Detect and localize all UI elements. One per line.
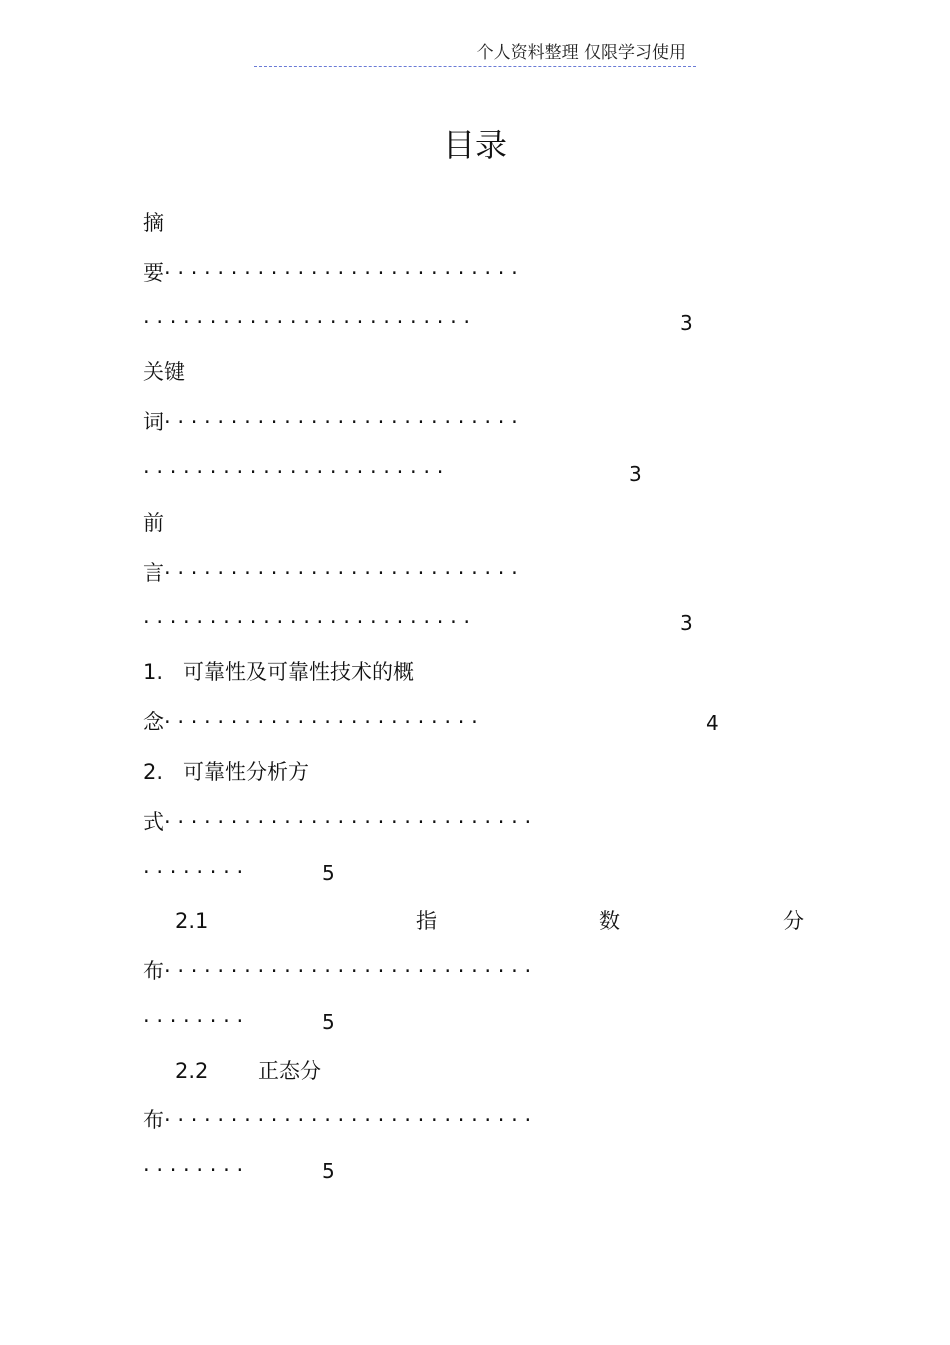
toc-section21-number: 2.1 [175,909,209,933]
toc-preface-page: 3 [680,611,693,635]
toc-section2-line2 [143,807,531,837]
toc-section21-char: 布 [143,959,164,983]
leader-dots: · · · · · · · · · · · · · · · · · · · · · · · · · · · · [164,1108,532,1132]
toc-abstract-char: 要 [143,261,164,285]
toc-keywords-line2 [143,407,518,437]
toc-section21-line2 [143,956,531,986]
toc-section1-line1: 1. 可靠性及可靠性技术的概 [143,660,415,684]
toc-section22-char: 布 [143,1108,164,1132]
toc-section21-word3: 分 [783,909,804,933]
toc-abstract-line1: 摘 [143,211,164,235]
toc-keywords-char: 词 [143,410,164,434]
toc-preface-line2 [143,558,518,588]
leader-dots: · · · · · · · · [143,1009,244,1033]
toc-preface-char: 言 [143,561,164,585]
toc-preface-line1: 前 [143,511,164,535]
toc-section22-page: 5 [322,1159,335,1183]
toc-abstract-page: 3 [680,311,693,335]
toc-section2-char: 式 [143,810,164,834]
page-title: 目录 [442,126,507,164]
header-text: 个人资料整理 仅限学习使用 [476,43,686,63]
toc-section1-char: 念 [143,710,164,734]
leader-dots: · · · · · · · · · · · · · · · · · · · · · · · · · · · [164,261,518,285]
toc-section21-page: 5 [322,1010,335,1034]
toc-keywords-page: 3 [629,462,642,486]
toc-section22-number: 2.2 [175,1059,209,1083]
leader-dots: · · · · · · · · · · · · · · · · · · · · · · · · · [143,610,471,634]
leader-dots: · · · · · · · · · · · · · · · · · · · · · · · · · [143,310,471,334]
toc-section1-page: 4 [706,711,719,735]
leader-dots: · · · · · · · · · · · · · · · · · · · · · · · · · · · [164,410,518,434]
leader-dots: · · · · · · · · · · · · · · · · · · · · · · · · [164,710,478,734]
toc-section2-page: 5 [322,861,335,885]
toc-section22-line2 [143,1105,531,1135]
toc-section21-word1: 指 [416,909,437,933]
leader-dots: · · · · · · · · · · · · · · · · · · · · · · · · · · · · [164,959,532,983]
leader-dots: · · · · · · · · · · · · · · · · · · · · · · · [143,460,444,484]
toc-abstract-line2 [143,258,518,288]
page-header [254,40,696,67]
toc-section22-word1: 正态分 [258,1059,321,1083]
toc-section1-line2 [143,707,478,737]
toc-keywords-line1: 关键 [143,360,185,384]
leader-dots: · · · · · · · · · · · · · · · · · · · · · · · · · · · [164,561,518,585]
toc-section2-line1: 2. 可靠性分析方 [143,760,310,784]
leader-dots: · · · · · · · · [143,1158,244,1182]
leader-dots: · · · · · · · · [143,860,244,884]
leader-dots: · · · · · · · · · · · · · · · · · · · · · · · · · · · · [164,810,532,834]
toc-section21-word2: 数 [599,909,620,933]
